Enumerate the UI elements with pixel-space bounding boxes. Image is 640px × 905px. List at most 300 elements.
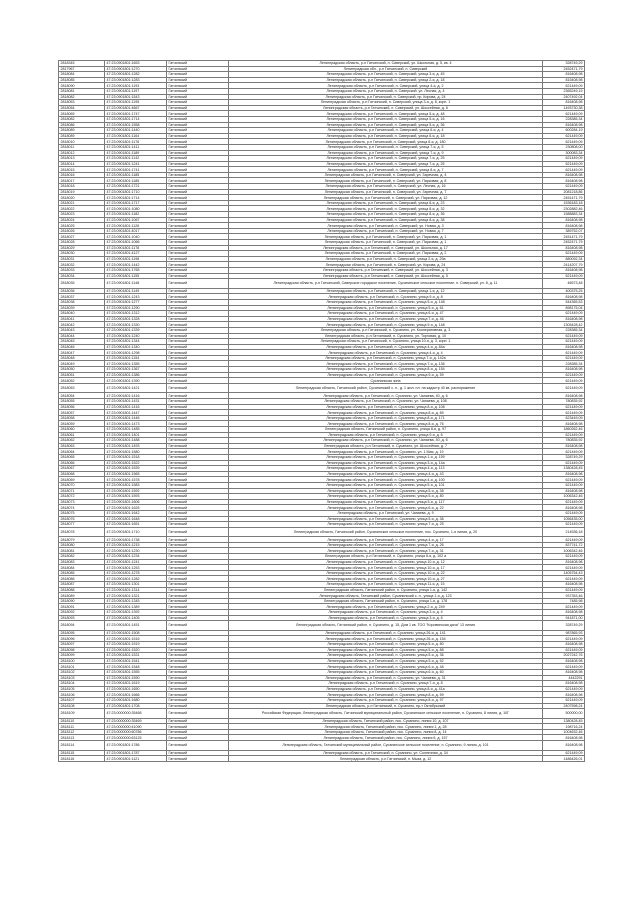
address-cell: Ленинградская область, р-н Гатчинский, п. Сусанино, улица 8-я, д. 97 xyxy=(229,697,543,703)
amount-cell: 621449,09 xyxy=(543,311,585,317)
record-id-cell: 2818115 xyxy=(59,750,105,756)
district-cell: Гатчинский xyxy=(167,621,229,631)
address-cell: Ленинградская область, р-н Гатчинский, п. Сусанино, улица 4-я, д. 113 xyxy=(229,466,543,472)
amount-cell: 816408,98 xyxy=(543,421,585,427)
record-id-cell: 2818108 xyxy=(59,703,105,709)
district-cell: Гатчинский xyxy=(167,128,229,134)
address-cell: Ленинградская область, Гатчинский муниципальный район, Сусанинское сельское поселение, п. Сусанино, 9 линия, д. 101 xyxy=(229,741,543,751)
cadastral-number-cell: 47:23:0901801:4017 xyxy=(105,228,167,234)
address-cell: Ленинградская область, р-н Гатчинский, п. Сусанино, улица 6-я, д. 48 xyxy=(229,664,543,670)
address-cell: Ленинградская область, р-н Гатчинский, п. Сусанино, улица 9-я, д. 8 xyxy=(229,294,543,300)
cadastral-number-cell: 47:23:0901801:1189 xyxy=(105,150,167,156)
amount-cell: 621449,09 xyxy=(543,636,585,642)
address-cell: Ленинградская область, р-н Гатчинский, п. Сиверский, улица 3-я, д. 8, корп. 1 xyxy=(229,100,543,106)
record-id-cell: 2818110 xyxy=(59,718,105,724)
address-cell: Ленинградская область, р-н Гатчинский, п. Сиверский, ул. Парковая, д. 12 xyxy=(229,195,543,201)
record-id-cell: 2818015 xyxy=(59,167,105,173)
district-cell: Гатчинский xyxy=(167,116,229,122)
amount-cell: 815408,98 xyxy=(543,77,585,83)
district-cell: Гатчинский xyxy=(167,410,229,416)
amount-cell: 300083,34 xyxy=(543,150,585,156)
cadastral-number-cell: 47:23:0901801:1714 xyxy=(105,116,167,122)
amount-cell: 1380428,45 xyxy=(543,718,585,724)
record-id-cell: 2818053 xyxy=(59,100,105,106)
amount-cell: 544365,53 xyxy=(543,299,585,305)
cadastral-number-cell: 47:23:0901801:1215 xyxy=(105,542,167,548)
record-id-cell: 2818100 xyxy=(59,658,105,664)
address-cell: Сусанинская зона xyxy=(229,378,543,384)
address-cell: Ленинградская область, Гатчинский район, пос. Сусанино, линия 1, д. 28 xyxy=(229,724,543,730)
amount-cell: 621449,09 xyxy=(543,510,585,516)
cadastral-number-cell: 47:23:0901801:1539 xyxy=(105,466,167,472)
address-cell: Ленинградская область, р-н Гатчинский, п. Сусанино, ул. Торговая, д. 10 xyxy=(229,333,543,339)
amount-cell: 816408,98 xyxy=(543,100,585,106)
amount-cell: 816408,98 xyxy=(543,367,585,373)
amount-cell: 621449,09 xyxy=(543,477,585,483)
amount-cell: 816408,98 xyxy=(543,172,585,178)
record-id-cell: 2818101 xyxy=(59,664,105,670)
district-cell: Гатчинский xyxy=(167,240,229,246)
record-id-cell: 2818091 xyxy=(59,604,105,610)
address-cell: Ленинградская область, р-н Гатчинский, п. Сиверский, ул. Парковая, д. 1 xyxy=(229,240,543,246)
district-cell: Гатчинский xyxy=(167,499,229,505)
district-cell: Гатчинский xyxy=(167,72,229,78)
cadastral-number-cell: 47:23:0901801:1340 xyxy=(105,344,167,350)
district-cell: Гатчинский xyxy=(167,294,229,300)
record-id-cell: 2818084 xyxy=(59,565,105,571)
address-cell: Ленинградская область, р-н Гатчинский, п. Сусанино, улица 8-я, д. 102 а xyxy=(229,554,543,560)
record-id-cell: 2818092 xyxy=(59,610,105,616)
record-id-cell: 2818010 xyxy=(59,139,105,145)
address-cell: Ленинградская область, р-н Гатчинский, п. Сусанино, улица 5-я, д. 80 xyxy=(229,641,543,647)
record-id-cell: 2818026 xyxy=(59,228,105,234)
amount-cell: 2407598,24 xyxy=(543,703,585,709)
address-cell: Ленинградская область, р-н Гатчинский, п. Мыза, д. 12 xyxy=(229,756,543,762)
address-cell: Ленинградская область, р-н Гатчинский, п. Сусанино, улица 7-я, д. 25 xyxy=(229,522,543,528)
record-id-cell: 2818095 xyxy=(59,630,105,636)
cadastral-number-cell: 47:23:0901801:1710 xyxy=(105,527,167,537)
cadastral-number-cell: 47:23:0901801:1440 xyxy=(105,128,167,134)
amount-cell: 621449,09 xyxy=(543,139,585,145)
cadastral-number-cell: 47:23:0901801:1241 xyxy=(105,161,167,167)
table-row xyxy=(59,741,585,751)
amount-cell: 941871,00 xyxy=(543,615,585,621)
cadastral-number-cell: 47:23:0901801:1314 xyxy=(105,587,167,593)
district-cell: Гатчинский xyxy=(167,404,229,410)
district-cell: Гатчинский xyxy=(167,610,229,616)
address-cell: Ленинградская область, р-н Гатчинский, п. Сусанино, ул. Чапаева, д. 31 xyxy=(229,675,543,681)
record-id-cell: 2818086 xyxy=(59,122,105,128)
amount-cell: 621449,09 xyxy=(543,156,585,162)
record-id-cell: 2818096 xyxy=(59,636,105,642)
record-id-cell: 2818086 xyxy=(59,576,105,582)
district-cell: Гатчинский xyxy=(167,133,229,139)
address-cell: Ленинградская область, р-н Гатчинский, п. Сусанино, улица 2-я, д. 249 xyxy=(229,604,543,610)
amount-cell: 621449,09 xyxy=(543,686,585,692)
cadastral-number-cell: 47:23:0901801:1182 xyxy=(105,212,167,218)
cadastral-number-cell: 47:23:0901801:1447 xyxy=(105,410,167,416)
district-cell: Гатчинский xyxy=(167,161,229,167)
amount-cell: 780835,92 xyxy=(543,399,585,405)
district-cell: Гатчинский xyxy=(167,454,229,460)
table-row xyxy=(59,709,585,719)
amount-cell: 1006342,46 xyxy=(543,494,585,500)
record-id-cell: 2818028 xyxy=(59,240,105,246)
cadastral-number-cell: 47:23:0901801:1555 xyxy=(105,669,167,675)
amount-cell: 621449,09 xyxy=(543,333,585,339)
cadastral-number-cell: 47:23:0901801:1193 xyxy=(105,83,167,89)
district-cell: Гатчинский xyxy=(167,570,229,576)
record-id-cell: 2818018 xyxy=(59,184,105,190)
district-cell: Гатчинский xyxy=(167,305,229,311)
table-row xyxy=(59,527,585,537)
record-id-cell: 2818082 xyxy=(59,116,105,122)
address-cell: Ленинградская область, р-н Гатчинский, п. Сусанино, улица 8-я, д. 89 xyxy=(229,410,543,416)
district-cell: Гатчинский xyxy=(167,83,229,89)
address-cell: Ленинградская область, Гатчинский район, пос. Сусанино, линия 10, д. 107 xyxy=(229,718,543,724)
table-row xyxy=(59,756,585,762)
record-id-cell: 2818068 xyxy=(59,471,105,477)
record-id-cell: 2818054 xyxy=(59,105,105,111)
address-cell: Ленинградская область, р-н Гатчинский, п. Сиверский, ул. Парковая, д. 2 xyxy=(229,251,543,257)
address-cell: Ленинградская область, р-н Гатчинский, п. Сиверский, улица 8-я, д. 23 xyxy=(229,200,543,206)
cadastral-number-cell: 47:23:0901801:1240 xyxy=(105,333,167,339)
address-cell: Ленинградская область, р-н Гатчинский, п. Сиверский, улица 5-я, д. 36 xyxy=(229,122,543,128)
table-row xyxy=(59,383,585,393)
amount-cell: 621449,09 xyxy=(543,522,585,528)
record-id-cell: 2818075 xyxy=(59,510,105,516)
amount-cell: 816408,98 xyxy=(543,217,585,223)
address-cell: Ленинградская область, р-н Гатчинский, п. Сусанино, улица 5-я, д. 61 xyxy=(229,305,543,311)
cadastral-number-cell: 47:23:0901801:1493 xyxy=(105,443,167,449)
address-cell: Ленинградская область, р-н Гатчинский, п. Сусанино, ул. Чапаева, 40, д. 6 xyxy=(229,438,543,444)
amount-cell: 621449,09 xyxy=(543,410,585,416)
address-cell: Ленинградская область, р-н Гатчинский, п. Сусанино, ул. Кооперативная, д. 3 xyxy=(229,327,543,333)
record-id-cell: 2818055 xyxy=(59,399,105,405)
amount-cell: 837741,72 xyxy=(543,542,585,548)
cadastral-number-cell: 47:23:0901801:1198 xyxy=(105,256,167,262)
amount-cell: 621449,09 xyxy=(543,251,585,257)
amount-cell: 621449,09 xyxy=(543,449,585,455)
record-id-cell: 2818062 xyxy=(59,438,105,444)
cadastral-number-cell: 47:23:0901801:1651 xyxy=(105,522,167,528)
cadastral-number-cell: 47:23:0901801:1488 xyxy=(105,438,167,444)
district-cell: Гатчинский xyxy=(167,443,229,449)
address-cell: Ленинградская область, р-н Гатчинский, п. Сусанино, улица 8-я, д. 76 xyxy=(229,421,543,427)
record-id-cell: 2818054 xyxy=(59,393,105,399)
cadastral-number-cell: 47:23:0000000:63125 xyxy=(105,735,167,741)
record-id-cell: 2818058 xyxy=(59,415,105,421)
address-cell: Ленинградская обл., р-н Гатчинский, п. Сиверский xyxy=(229,66,543,72)
amount-cell: 7485,98 xyxy=(543,598,585,604)
record-id-cell: 2818083 xyxy=(59,559,105,565)
address-cell: Ленинградская область, р-н Гатчинский, п. Сусанино, улица 11-я, д. 15 xyxy=(229,582,543,588)
record-id-cell: 2818064 xyxy=(59,449,105,455)
record-id-cell: 2818114 xyxy=(59,741,105,751)
record-id-cell: 2818103 xyxy=(59,675,105,681)
amount-cell: 1486426,01 xyxy=(543,756,585,762)
record-id-cell: 2818027 xyxy=(59,234,105,240)
cadastral-number-cell: 47:23:0901801:1301 xyxy=(105,582,167,588)
cadastral-number-cell: 47:23:0901801:1243 xyxy=(105,294,167,300)
amount-cell: 816408,98 xyxy=(543,294,585,300)
district-cell: Гатчинский xyxy=(167,167,229,173)
district-cell: Гатчинский xyxy=(167,327,229,333)
address-cell: Ленинградская область, р-н Гатчинский, п. Сусанино, улица 10-я, д. 3, корп. 1 xyxy=(229,339,543,345)
district-cell: Гатчинский xyxy=(167,505,229,511)
record-id-cell: 2818090 xyxy=(59,598,105,604)
record-id-cell: 2818090 xyxy=(59,83,105,89)
district-cell: Гатчинский xyxy=(167,111,229,117)
record-id-cell: 2818017 xyxy=(59,178,105,184)
record-id-cell: 2818035 xyxy=(59,279,105,289)
address-cell: Ленинградская область, р-н Гатчинский, п. Сиверский, улица 4-я, д. 2 xyxy=(229,83,543,89)
cadastral-number-cell: 47:23:0901801:1328 xyxy=(105,316,167,322)
record-id-cell: 2818036 xyxy=(59,288,105,294)
address-cell: Ленинградская область, р-н Гатчинский, п. Сиверский, улица 8-я, д. 32 xyxy=(229,206,543,212)
amount-cell: 2365249,19 xyxy=(543,88,585,94)
cadastral-number-cell: 47:23:0000000:60786 xyxy=(105,729,167,735)
amount-cell: 2407492,04 xyxy=(543,94,585,100)
amount-cell: 621449,09 xyxy=(543,482,585,488)
address-cell: Ленинградская область, р-н Гатчинский, п. Сиверский, улица 5-я, д. 48 xyxy=(229,111,543,117)
amount-cell: 816408,98 xyxy=(543,344,585,350)
record-id-cell: 2818067 xyxy=(59,466,105,472)
record-id-cell: 2818113 xyxy=(59,735,105,741)
amount-cell: 816408,98 xyxy=(543,735,585,741)
amount-cell: 500000,00 xyxy=(543,709,585,719)
address-cell: Ленинградская область, р-н Гатчинский, п. Сиверский, улица 3-я, д. 45 xyxy=(229,72,543,78)
address-cell: Ленинградская область, р-н Гатчинский, п. Сусанино, улица 4-я, д. 43 xyxy=(229,471,543,477)
address-cell: Ленинградская область, р-н Гатчинский, п. Сиверский, ул. Кирова, д. 24 xyxy=(229,262,543,268)
address-cell: Ленинградская область, р-н Гатчинский, п. Сиверский, улица 7-я, д. 9 xyxy=(229,150,543,156)
cadastral-number-cell: 47:23:0901801:4667 xyxy=(105,105,167,111)
address-cell: Ленинградская область, р-н Гатчинский, п. Сусанино, улица 4-я, д. 100 xyxy=(229,477,543,483)
cadastral-number-cell: 47:23:0901801:1592 xyxy=(105,488,167,494)
district-cell: Гатчинский xyxy=(167,554,229,560)
amount-cell: 816408,98 xyxy=(543,122,585,128)
address-cell: Ленинградская область, р-н Гатчинский, п. Сусанино, улица 4-я, д. 4 xyxy=(229,350,543,356)
district-cell: Гатчинский xyxy=(167,189,229,195)
cadastral-number-cell: 47:23:0901801:1680 xyxy=(105,697,167,703)
district-cell: Гатчинский xyxy=(167,245,229,251)
cadastral-number-cell: 47:23:0901801:1164 xyxy=(105,133,167,139)
record-id-cell: 2818033 xyxy=(59,267,105,273)
address-cell: Ленинградская область, Гатчинский район, Сусанинское сельское поселение, пос. Сусанино, 1-я линия, д. 20 xyxy=(229,527,543,537)
district-cell: Гатчинский xyxy=(167,709,229,719)
record-id-cell: 2818073 xyxy=(59,499,105,505)
district-cell: Гатчинский xyxy=(167,361,229,367)
district-cell: Гатчинский xyxy=(167,658,229,664)
address-cell: Ленинградская область, р-н Гатчинский, п. Сусанино, улица 8-я, д. 41а xyxy=(229,686,543,692)
record-id-cell: 2818082 xyxy=(59,94,105,100)
record-id-cell: 2818109 xyxy=(59,709,105,719)
address-cell: Ленинградская область, р-н Гатчинский, п. Сиверский, ул. Шоссейная, д. 5 xyxy=(229,273,543,279)
address-cell: Ленинградская область, Гатчинский район, п. Сусанино, улица 1-я, д. 142 xyxy=(229,587,543,593)
district-cell: Гатчинский xyxy=(167,587,229,593)
record-id-cell: 2818012 xyxy=(59,150,105,156)
amount-cell: 623449,09 xyxy=(543,415,585,421)
amount-cell: 816408,98 xyxy=(543,610,585,616)
record-id-cell: 2818031 xyxy=(59,256,105,262)
amount-cell: 816408,98 xyxy=(543,443,585,449)
record-id-cell: 2818089 xyxy=(59,593,105,599)
address-cell: Ленинградская область, р-н Гатчинский, п. Сусанино, ул. Чапаева, д. 108 xyxy=(229,399,543,405)
district-cell: Гатчинский xyxy=(167,66,229,72)
cadastral-number-cell: 47:23:0901801:1625 xyxy=(105,505,167,511)
amount-cell: 816408,98 xyxy=(543,223,585,229)
cadastral-number-cell: 47:23:0901801:1253 xyxy=(105,565,167,571)
cadastral-number-cell: 47:23:0901801:1520 xyxy=(105,647,167,653)
register-page xyxy=(58,60,584,762)
district-cell: Гатчинский xyxy=(167,522,229,528)
address-cell: Ленинградская область, р-н Гатчинский, п. Сусанино, улица 10-я, д. 22 xyxy=(229,570,543,576)
amount-cell: 621449,09 xyxy=(543,750,585,756)
district-cell: Гатчинский xyxy=(167,273,229,279)
record-id-cell: 2818043 xyxy=(59,327,105,333)
amount-cell: 1860262,46 xyxy=(543,427,585,433)
cadastral-number-cell: 47:23:0901801:1786 xyxy=(105,741,167,751)
amount-cell: 621449,09 xyxy=(543,161,585,167)
district-cell: Гатчинский xyxy=(167,527,229,537)
address-cell: Ленинградская область, Гатчинский район, пос. Сусанино, линия 6, д. 157 xyxy=(229,735,543,741)
district-cell: Гатчинский xyxy=(167,432,229,438)
district-cell: Гатчинский xyxy=(167,372,229,378)
record-id-cell: 2818059 xyxy=(59,421,105,427)
record-id-cell: 2818066 xyxy=(59,460,105,466)
district-cell: Гатчинский xyxy=(167,150,229,156)
cadastral-number-cell: 47:23:0901801:1548 xyxy=(105,664,167,670)
cadastral-number-cell: 47:23:0901801:1519 xyxy=(105,641,167,647)
record-id-cell: 2818052 xyxy=(59,378,105,384)
amount-cell: 621449,09 xyxy=(543,184,585,190)
address-cell: Ленинградская область, р-н Гатчинский, п. Сусанино, улица 8-я, д. 59 xyxy=(229,692,543,698)
record-id-cell: 2818085 xyxy=(59,570,105,576)
district-cell: Гатчинский xyxy=(167,681,229,687)
amount-cell: 328749,29 xyxy=(543,621,585,631)
cadastral-number-cell: 47:23:0901801:1149 xyxy=(105,288,167,294)
address-cell: Ленинградская область, р-н Гатчинский, п. Сиверский, улица 6-я, д. 4 xyxy=(229,128,543,134)
district-cell: Гатчинский xyxy=(167,510,229,516)
address-cell: Ленинградская область, р-н Гатчинский, п. Сусанино, улица 5-я, д. 101 xyxy=(229,482,543,488)
cadastral-number-cell: 47:23:0901801:1787 xyxy=(105,750,167,756)
cadastral-number-cell: 47:23:0901801:1518 xyxy=(105,454,167,460)
address-cell: Ленинградская область, р-н Гатчинский, п. Сусанино, улица 7-я, д. 142а xyxy=(229,355,543,361)
table-body xyxy=(59,61,585,762)
record-id-cell: 2818053 xyxy=(59,383,105,393)
amount-cell: 2452471,79 xyxy=(543,240,585,246)
amount-cell: 621449,09 xyxy=(543,83,585,89)
amount-cell: 621449,09 xyxy=(543,554,585,560)
cadastral-number-cell: 47:23:0901801:1080 xyxy=(105,206,167,212)
cadastral-number-cell: 47:23:0901801:1121 xyxy=(105,756,167,762)
record-id-cell: 2818050 xyxy=(59,367,105,373)
address-cell: Ленинградская область, Гатчинский район, пос. Сусанино, линия 8, д. 14 xyxy=(229,729,543,735)
amount-cell: 816408,98 xyxy=(543,559,585,565)
record-id-cell: 2818023 xyxy=(59,212,105,218)
district-cell: Гатчинский xyxy=(167,339,229,345)
address-cell: Ленинградская область, Гатчинский район, Сусанинский с. п., д. 1 жил. пл. на кадастр 40 кв. распоряжение xyxy=(229,383,543,393)
table-row xyxy=(59,279,585,289)
record-id-cell: 2818070 xyxy=(59,482,105,488)
amount-cell: 816408,98 xyxy=(543,316,585,322)
address-cell: Ленинградская область, р-н Гатчинский, п. Сиверский, улица 8-я, д. 38 xyxy=(229,217,543,223)
amount-cell: 621449,09 xyxy=(543,587,585,593)
address-cell: Ленинградская область, р-н Гатчинский, п. Сусанино, улица 26-я, д. 141 xyxy=(229,630,543,636)
amount-cell: 816408,98 xyxy=(543,178,585,184)
amount-cell: 228385,34 xyxy=(543,327,585,333)
amount-cell: 389752,07 xyxy=(543,228,585,234)
record-id-cell: 2818051 xyxy=(59,372,105,378)
district-cell: Гатчинский xyxy=(167,251,229,257)
district-cell: Гатчинский xyxy=(167,279,229,289)
record-id-cell: 2818071 xyxy=(59,488,105,494)
district-cell: Гатчинский xyxy=(167,421,229,427)
district-cell: Гатчинский xyxy=(167,299,229,305)
amount-cell: 400375,25 xyxy=(543,288,585,294)
amount-cell: 816408,98 xyxy=(543,471,585,477)
record-id-cell: 2818039 xyxy=(59,305,105,311)
amount-cell: 1380428,45 xyxy=(543,466,585,472)
district-cell: Гатчинский xyxy=(167,756,229,762)
address-cell: Ленинградская область, р-н Гатчинский, п. Сусанино, улица 7-я, д. 136 xyxy=(229,361,543,367)
cadastral-number-cell: 47:23:0901801:1411 xyxy=(105,144,167,150)
district-cell: Гатчинский xyxy=(167,322,229,328)
property-register-table xyxy=(58,60,585,762)
cadastral-number-cell: 47:23:0901801:1416 xyxy=(105,393,167,399)
district-cell: Гатчинский xyxy=(167,350,229,356)
district-cell: Гатчинский xyxy=(167,383,229,393)
amount-cell: 621449,09 xyxy=(543,355,585,361)
record-id-cell: 2818104 xyxy=(59,681,105,687)
address-cell: Ленинградская область, Гатчинский район, п. Сусанино, д. 15, Дом 1 кв. ТОО "Коровинская дача" 13 линия xyxy=(229,621,543,631)
cadastral-number-cell: 47:23:0901801:1738 xyxy=(105,537,167,543)
district-cell: Гатчинский xyxy=(167,212,229,218)
cadastral-number-cell: 47:23:0901801:1401 xyxy=(105,432,167,438)
amount-cell: 198716,24 xyxy=(543,724,585,730)
district-cell: Гатчинский xyxy=(167,178,229,184)
cadastral-number-cell: 47:23:0901801:1558 xyxy=(105,122,167,128)
amount-cell: 2451471,79 xyxy=(543,195,585,201)
district-cell: Гатчинский xyxy=(167,217,229,223)
amount-cell: 621449,09 xyxy=(543,432,585,438)
record-id-cell: 2818024 xyxy=(59,217,105,223)
amount-cell: 600284,19 xyxy=(543,128,585,134)
address-cell: Ленинградская область, р-н Гатчинский, п. Сусанино, улица 7-я, д. 46 xyxy=(229,316,543,322)
amount-cell: 621449,09 xyxy=(543,576,585,582)
cadastral-number-cell: 47:23:0901801:1040 xyxy=(105,234,167,240)
address-cell: Ленинградская область, р-н Гатчинский, п. Сиверский, улица 2-я, д. 18 xyxy=(229,77,543,83)
cadastral-number-cell: 47:23:0901801:1176 xyxy=(105,139,167,145)
record-id-cell: 2818082 xyxy=(59,554,105,560)
record-id-cell: 2818081 xyxy=(59,548,105,554)
district-cell: Гатчинский xyxy=(167,488,229,494)
amount-cell: 1056435,00 xyxy=(543,516,585,522)
address-cell: Ленинградская область, р-н Гатчинский, п. Сусанино, улица 9-я, д. 59 xyxy=(229,372,543,378)
cadastral-number-cell: 47:23:0901801:1241 xyxy=(105,559,167,565)
district-cell: Гатчинский xyxy=(167,262,229,268)
amount-cell: 621449,09 xyxy=(543,339,585,345)
district-cell: Гатчинский xyxy=(167,344,229,350)
address-cell: Ленинградская область, р-н Гатчинский, п. Сусанино, улица 4-я, д. 17 xyxy=(229,537,543,543)
address-cell: Ленинградская область, р-н Гатчинский, п. Сиверский, ул. Парковая, д. 8 xyxy=(229,178,543,184)
record-id-cell: 2818063 xyxy=(59,443,105,449)
amount-cell: 621449,09 xyxy=(543,111,585,117)
record-id-cell: 2818069 xyxy=(59,477,105,483)
cadastral-number-cell: 47:23:0901801:1451 xyxy=(105,621,167,631)
cadastral-number-cell: 47:23:0901801:1593 xyxy=(105,494,167,500)
record-id-cell: 2818060 xyxy=(59,427,105,433)
